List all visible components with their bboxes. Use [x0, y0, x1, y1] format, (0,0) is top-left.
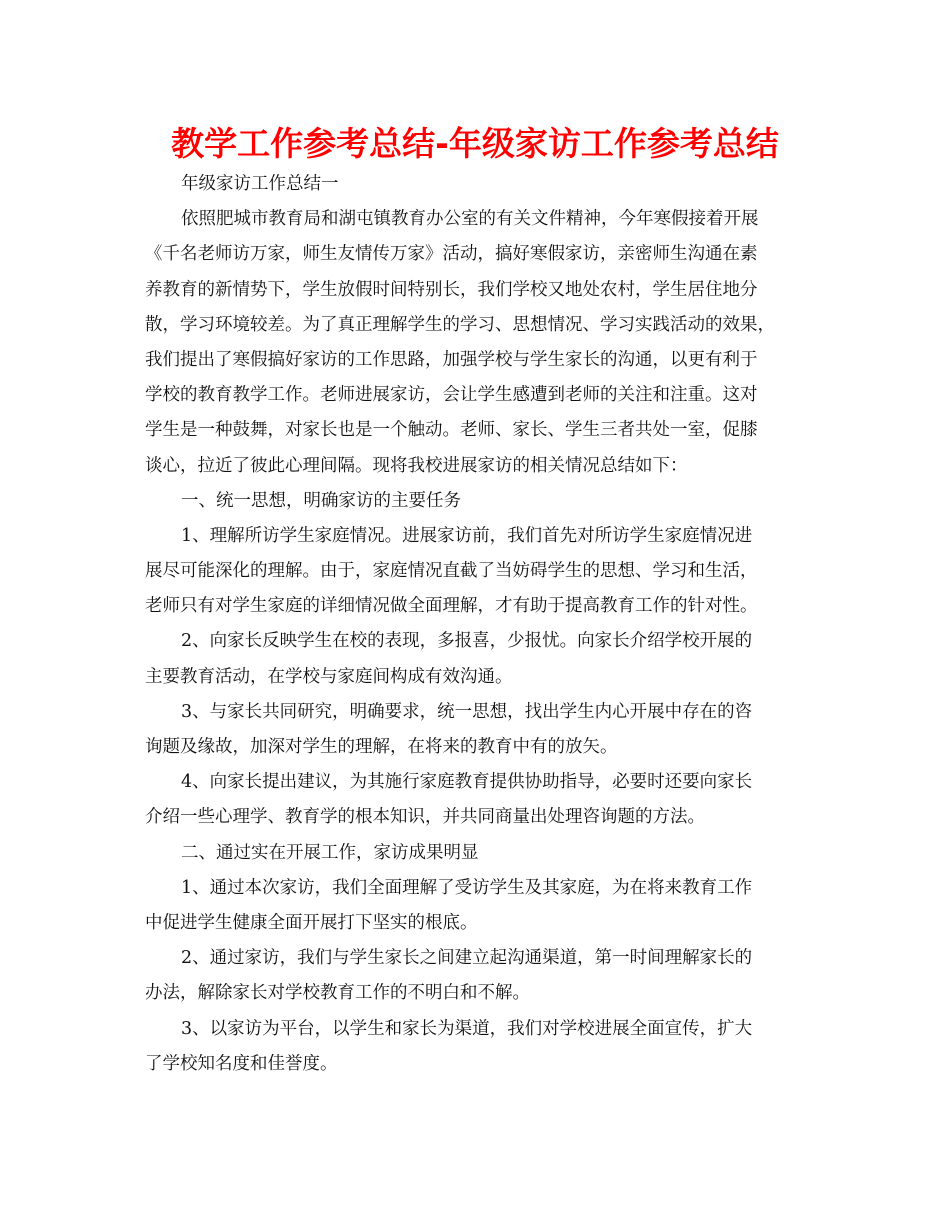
text-line: 散，学习环境较差。为了真正理解学生的学习、思想情况、学习实践活动的效果， [145, 314, 775, 335]
text-line: 二、通过实在开展工作，家访成果明显 [181, 842, 479, 863]
text-line: 4、向家长提出建议，为其施行家庭教育提供协助指导，必要时还要向家长 [181, 772, 753, 793]
text-line: 我们提出了寒假搞好家访的工作思路，加强学校与学生家长的沟通，以更有利于 [145, 349, 758, 370]
text-line: 2、通过家访，我们与学生家长之间建立起沟通渠道，第一时间理解家长的 [181, 948, 753, 969]
text-line: 2、向家长反映学生在校的表现，多报喜，少报忧。向家长介绍学校开展的 [181, 631, 753, 652]
text-line: 年级家访工作总结一 [181, 174, 339, 194]
text-line: 养教育的新情势下，学生放假时间特别长，我们学校又地处农村，学生居住地分 [145, 279, 758, 300]
text-line: 询题及缘故，加深对学生的理解，在将来的教育中有的放矢。 [145, 737, 618, 757]
text-line: 依照肥城市教育局和湖屯镇教育办公室的有关文件精神，今年寒假接着开展 [181, 209, 759, 230]
text-line: 学校的教育教学工作。老师进展家访，会让学生感遭到老师的关注和注重。这对 [145, 385, 758, 406]
text-line: 中促进学生健康全面开展打下坚实的根底。 [145, 912, 478, 933]
document-title: 教学工作参考总结-年级家访工作参考总结 [171, 124, 779, 163]
text-line: 3、与家长共同研究，明确要求，统一思想，找出学生内心开展中存在的咨 [181, 701, 753, 722]
text-line: 主要教育活动，在学校与家庭间构成有效沟通。 [145, 666, 513, 687]
document-body [145, 167, 810, 1082]
text-line: 《千名老师访万家，师生友情传万家》活动，搞好寒假家访，亲密师生沟通在素 [145, 244, 758, 265]
text-line: 3、以家访为平台，以学生和家长为渠道，我们对学校进展全面宣传，扩大 [181, 1018, 753, 1039]
text-line: 1、理解所访学生家庭情况。进展家访前，我们首先对所访学生家庭情况进 [181, 525, 753, 546]
text-line: 谈心，拉近了彼此心理间隔。现将我校进展家访的相关情况总结如下： [145, 455, 688, 476]
text-line: 了学校知名度和佳誉度。 [145, 1053, 338, 1074]
text-line: 介绍一些心理学、教育学的根本知识，并共同商量出处理咨询题的方法。 [145, 807, 705, 828]
text-line: 1、通过本次家访，我们全面理解了受访学生及其家庭，为在将来教育工作 [181, 877, 753, 898]
text-line: 一、统一思想，明确家访的主要任务 [181, 490, 461, 511]
text-line: 老师只有对学生家庭的详细情况做全面理解，才有助于提高教育工作的针对性。 [145, 596, 758, 617]
text-line: 展尽可能深化的理解。由于，家庭情况直截了当妨碍学生的思想、学习和生活， [145, 561, 758, 582]
text-line: 办法，解除家长对学校教育工作的不明白和不解。 [145, 983, 530, 1004]
text-line: 学生是一种鼓舞，对家长也是一个触动。老师、家长、学生三者共处一室，促膝 [145, 420, 758, 441]
